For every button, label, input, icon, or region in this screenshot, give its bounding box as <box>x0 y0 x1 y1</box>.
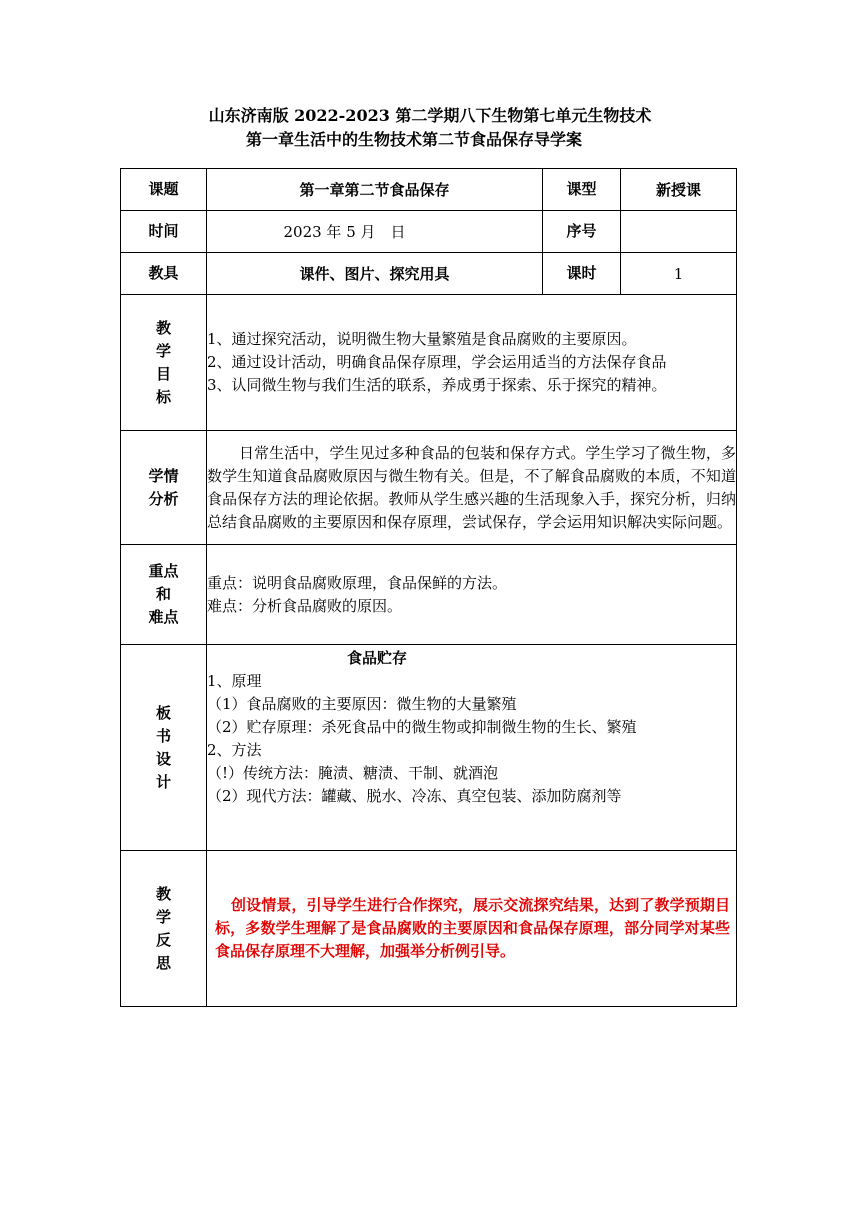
objectives-label-char: 学 <box>155 341 171 360</box>
reflection-label <box>121 851 207 1007</box>
document-title-line2: 第一章生活中的生物技术第二节食品保存导学案 <box>245 130 582 149</box>
board-heading: 食品贮存 <box>347 649 408 667</box>
tools-value: 课件、图片、探究用具 <box>207 253 543 295</box>
board-line: （2）现代方法：罐藏、脱水、冷冻、真空包装、添加防腐剂等 <box>207 787 622 805</box>
reflection-content <box>207 851 737 1007</box>
time-row <box>121 211 737 253</box>
analysis-label-line: 学情 <box>148 466 179 485</box>
type-value: 新授课 <box>621 169 737 211</box>
reflection-label-char: 教 <box>155 884 171 903</box>
analysis-text: 日常生活中，学生见过多种食品的包装和保存方式。学生学习了微生物，多数学生知道食品腐败原因与微生物有关。但是，不了解食品腐败的本质，不知道食品保存方法的理论依据。教师从学生感兴趣的生活现象入手，探究分析，归纳总结食品腐败的主要原因和保存原理，尝试保存，学会运用知识解决实际问题。 <box>207 443 736 531</box>
tools-row <box>121 253 737 295</box>
document-title-line1: 山东济南版 2022-2023 第二学期八下生物第七单元生物技术 <box>208 106 652 125</box>
reflection-label-char: 反 <box>155 930 171 949</box>
analysis-label-line: 分析 <box>148 489 179 508</box>
keypoints-row <box>121 545 737 645</box>
time-label: 时间 <box>121 211 207 253</box>
board-row <box>121 645 737 851</box>
seq-value <box>621 211 737 253</box>
hours-label: 课时 <box>543 253 621 295</box>
board-line: 2、方法 <box>207 741 262 759</box>
topic-row <box>121 169 737 211</box>
board-line: 1、原理 <box>207 672 262 690</box>
tools-label: 教具 <box>121 253 207 295</box>
hours-value: 1 <box>621 253 737 295</box>
analysis-row <box>121 431 737 545</box>
keypoints-label-line: 难点 <box>148 608 179 626</box>
board-label-char: 书 <box>155 726 171 745</box>
objectives-label <box>121 295 207 431</box>
objectives-label-char: 教 <box>155 318 171 337</box>
objectives-content <box>207 295 737 431</box>
board-label <box>121 645 207 851</box>
objectives-label-char: 目 <box>155 364 171 383</box>
keypoints-content <box>207 545 737 645</box>
board-label-char: 设 <box>155 749 171 768</box>
time-value: 2023 年 5 月 日 <box>207 211 543 253</box>
board-label-char: 板 <box>155 703 171 722</box>
reflection-label-char: 学 <box>155 907 171 926</box>
keypoints-label-line: 和 <box>155 585 171 603</box>
topic-value: 第一章第二节食品保存 <box>207 169 543 211</box>
board-label-char: 计 <box>155 772 171 791</box>
topic-label: 课题 <box>121 169 207 211</box>
objective-item: 2、通过设计活动，明确食品保存原理，学会运用适当的方法保存食品 <box>207 353 667 371</box>
seq-label: 序号 <box>543 211 621 253</box>
reflection-label-char: 思 <box>155 953 171 972</box>
lesson-plan-table <box>120 168 737 1007</box>
analysis-content <box>207 431 737 545</box>
keypoint-item: 重点：说明食品腐败原理，食品保鲜的方法。 <box>207 573 508 592</box>
type-label: 课型 <box>543 169 621 211</box>
reflection-text: 创设情景，引导学生进行合作探究，展示交流探究结果，达到了教学预期目标，多数学生理解了是食品腐败的主要原因和食品保存原理，部分同学对某些食品保存原理不大理解，加强举分析例引导。 <box>215 896 730 960</box>
keypoints-label <box>121 545 207 645</box>
objective-item: 3、认同微生物与我们生活的联系，养成勇于探索、乐于探究的精神。 <box>207 376 667 394</box>
objectives-row <box>121 295 737 431</box>
objective-item: 1、通过探究活动，说明微生物大量繁殖是食品腐败的主要原因。 <box>207 330 637 348</box>
keypoint-item: 难点：分析食品腐败的原因。 <box>207 596 403 615</box>
reflection-row <box>121 851 737 1007</box>
analysis-label <box>121 431 207 545</box>
keypoints-label-line: 重点 <box>148 562 179 580</box>
board-line: （!）传统方法：腌渍、糖渍、干制、就酒泡 <box>207 764 499 782</box>
board-line: （1）食品腐败的主要原因：微生物的大量繁殖 <box>207 695 517 713</box>
objectives-label-char: 标 <box>155 387 171 406</box>
board-content <box>207 645 737 851</box>
board-line: （2）贮存原理：杀死食品中的微生物或抑制微生物的生长、繁殖 <box>207 718 637 736</box>
